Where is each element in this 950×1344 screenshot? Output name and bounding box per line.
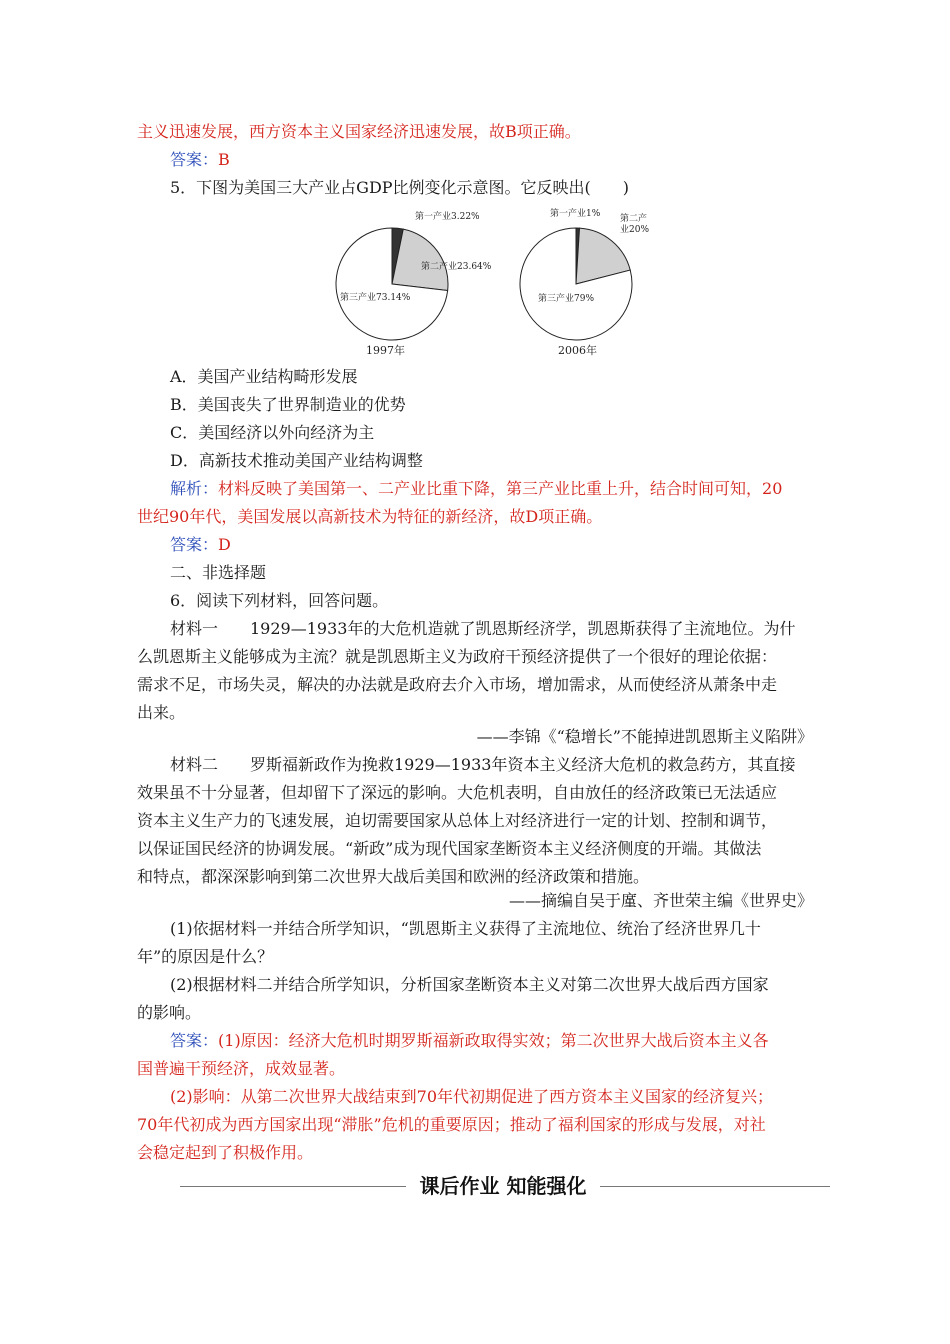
material2-line: 以保证国民经济的协调发展。“新政”成为现代国家垄断资本主义经济侧度的开端。其做法	[137, 839, 762, 858]
material1-line: 出来。	[137, 703, 186, 722]
footer-title: 课后作业 知能强化	[419, 1174, 587, 1198]
q4-answer	[170, 149, 230, 171]
material1-source: ——李锦《“稳增长”不能掉进凯恩斯主义陷阱》	[476, 727, 813, 746]
gdp-pie-charts	[330, 198, 650, 360]
q5-option-d: D．高新技术推动美国产业结构调整	[170, 451, 423, 470]
question1-line: (1)依据材料一并结合所学知识，“凯恩斯主义获得了主流地位、统治了经济世界几十	[170, 919, 761, 938]
pie-2006-title: 2006年	[558, 344, 597, 357]
question2-line: 的影响。	[137, 1003, 202, 1022]
pie-1997-label-primary: 第一产业3.22%	[415, 212, 480, 222]
pie-2006-label-secondary-line1: 第二产	[620, 214, 648, 224]
q6-answer-line: (2)影响：从第二次世界大战结束到70年代初期促进了西方资本主义国家的经济复兴；	[170, 1087, 774, 1106]
q5-stem: 5．下图为美国三大产业占GDP比例变化示意图。它反映出( )	[170, 178, 630, 197]
q6-stem: 6．阅读下列材料，回答问题。	[170, 591, 389, 610]
footer-rule-left	[180, 1186, 406, 1187]
q5-option-b: B．美国丧失了世界制造业的优势	[170, 395, 406, 414]
section-heading: 二、非选择题	[170, 563, 267, 582]
material2-line: 资本主义生产力的飞速发展，迫切需要国家从总体上对经济进行一定的计划、控制和调节，	[137, 811, 778, 830]
material2-source: ——摘编自吴于廑、齐世荣主编《世界史》	[508, 891, 813, 910]
pie-chart-2006	[520, 228, 632, 340]
footer-rule-right	[600, 1186, 830, 1187]
q5-option-c: C．美国经济以外向经济为主	[170, 423, 375, 442]
pie-1997-title: 1997年	[366, 344, 405, 357]
answer-label: 答案：	[170, 535, 219, 554]
q6-answer-line	[170, 1030, 769, 1052]
answer-value: B	[218, 150, 230, 169]
q5-answer	[170, 534, 231, 556]
q5-analysis-line1	[170, 478, 782, 500]
q5-option-a: A．美国产业结构畸形发展	[170, 367, 358, 386]
q6-answer-line: 会稳定起到了积极作用。	[137, 1143, 314, 1162]
material2-line: 和特点，都深深影响到第二次世界大战后美国和欧洲的经济政策和措施。	[137, 867, 650, 886]
answer-text: (1)原因：经济大危机时期罗斯福新政取得实效；第二次世界大战后资本主义各	[218, 1031, 769, 1050]
material1-line: 需求不足，市场失灵，解决的办法就是政府去介入市场，增加需求，从而使经济从萧条中走	[137, 675, 778, 694]
pie-2006-label-primary: 第一产业1%	[550, 209, 601, 219]
material1-line: 材料一 1929—1933年的大危机造就了凯恩斯经济学，凯恩斯获得了主流地位。为什	[170, 619, 796, 638]
material1-line: 么凯恩斯主义能够成为主流？就是凯恩斯主义为政府干预经济提供了一个很好的理论依据：	[137, 647, 778, 666]
analysis-text: 材料反映了美国第一、二产业比重下降，第三产业比重上升，结合时间可知，20	[218, 479, 783, 498]
pie-1997-label-secondary: 第二产业23.64%	[421, 262, 492, 272]
question1-line: 年”的原因是什么？	[137, 947, 274, 966]
q6-answer-line: 国普遍干预经济，成效显著。	[137, 1059, 346, 1078]
pie-1997-label-tertiary: 第三产业73.14%	[340, 293, 411, 303]
q5-analysis-line2: 世纪90年代，美国发展以高新技术为特征的新经济，故D项正确。	[137, 507, 603, 526]
material2-line: 效果虽不十分显著，但却留下了深远的影响。大危机表明，自由放任的经济政策已无法适应	[137, 783, 778, 802]
analysis-label: 解析：	[170, 479, 219, 498]
pie-chart-1997	[336, 228, 448, 340]
answer-label: 答案：	[170, 1031, 219, 1050]
question2-line: (2)根据材料二并结合所学知识，分析国家垄断资本主义对第二次世界大战后西方国家	[170, 975, 769, 994]
answer-label: 答案：	[170, 150, 219, 169]
material2-line: 材料二 罗斯福新政作为挽救1929—1933年资本主义经济大危机的救急药方，其直接	[170, 755, 796, 774]
q6-answer-line: 70年代初成为西方国家出现“滞胀”危机的重要原因；推动了福利国家的形成与发展，对社	[137, 1115, 766, 1134]
pie-2006-label-tertiary: 第三产业79%	[538, 294, 595, 304]
explanation-continuation: 主义迅速发展，西方资本主义国家经济迅速发展，故B项正确。	[137, 122, 581, 141]
answer-value: D	[218, 535, 231, 554]
pie-2006-label-secondary-line2: 业20%	[620, 225, 650, 235]
